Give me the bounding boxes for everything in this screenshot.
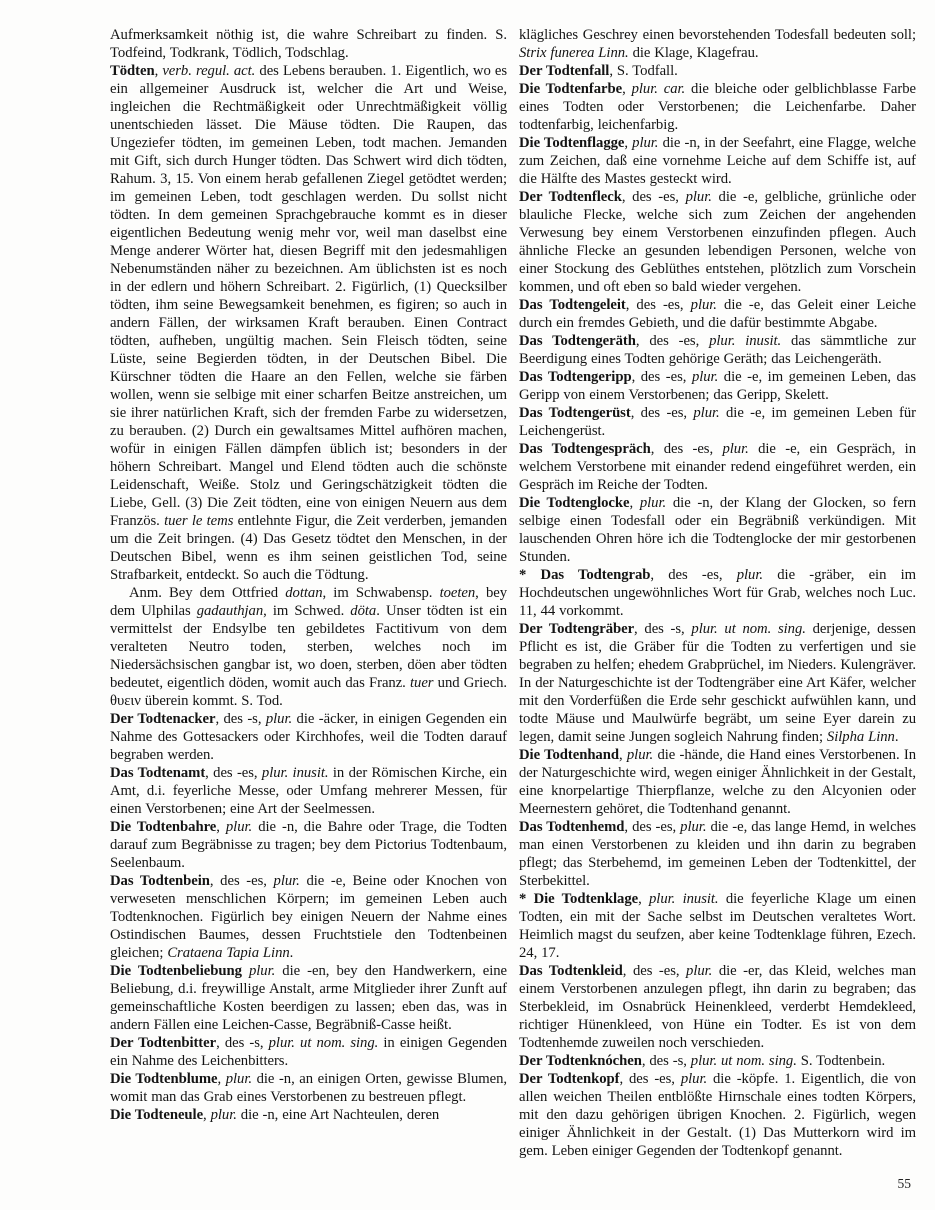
entry-toedten xyxy=(110,62,507,584)
entry-todtengeraeth xyxy=(519,332,916,368)
text-run: , xyxy=(624,135,633,151)
text-run: , des -es, xyxy=(625,297,691,313)
italic-term: plur. xyxy=(685,189,712,205)
italic-term: plur. inusit. xyxy=(709,333,782,349)
text-run: , xyxy=(618,747,627,763)
right-column xyxy=(519,26,916,1160)
italic-term: plur. xyxy=(265,711,293,727)
text-run: , des -es, xyxy=(631,369,692,385)
entry-todtenflagge xyxy=(519,134,916,188)
entry-todtenacker xyxy=(110,710,507,764)
italic-term: plur. xyxy=(690,297,717,313)
text-run: die -n, der Klang der Glocken, so fern selbige einen Todesfall oder ein Begräbniß verkündigen. Mit lauschenden Ohren höre ich die Todtenglocke der mir gestorbenen Stunden. xyxy=(519,495,916,565)
entry-todtenhand xyxy=(519,746,916,818)
entry-todtenkopf xyxy=(519,1070,916,1160)
italic-term: plur. xyxy=(691,369,719,385)
text-run: , des -s, xyxy=(641,1053,691,1069)
headword: Das Todtenbein xyxy=(110,873,210,889)
text-run: , des -es, xyxy=(630,405,694,421)
italic-term: döta xyxy=(350,603,377,619)
text-run: . xyxy=(289,945,294,961)
text-run: entlehnte Figur, die Zeit verderben, jemanden um die Zeit bringen. (4) Das Gesetz tödtet den Menschen, in der Deutschen Bibel, wenn es ihm seinen geistlichen Tod, seine Strafbarkeit, entdeckt. So auch die Tödtung. xyxy=(110,513,507,583)
italic-term: verb. regul. act. xyxy=(162,63,256,79)
italic-term: plur. car. xyxy=(631,81,686,97)
entry-todtenfleck xyxy=(519,188,916,296)
italic-term: plur. xyxy=(639,495,667,511)
text-run: , des -es, xyxy=(622,963,687,979)
continuation-todteneule xyxy=(519,26,916,62)
text-run: die feyerliche Klage um einen Todten, ein mit der Sache selbst im Deutschen veraltetes Wort. Heimlich magst du seufzen, aber keine Todtenklage führen, Ezech. 24, 17. xyxy=(519,891,917,961)
headword: Die Todtenglocke xyxy=(519,495,630,511)
headword: Die Todtenbeliebung xyxy=(110,963,242,979)
entry-todtenknochen xyxy=(519,1052,916,1070)
text-run: klägliches Geschrey einen bevorstehenden Todesfall bedeuten soll; xyxy=(519,27,916,43)
text-run: die -e, im gemeinen Leben für Leichengerüst. xyxy=(519,405,916,439)
headword: Der Todtengräber xyxy=(519,621,635,637)
anmerkung-toedten xyxy=(110,584,507,710)
text-run: die -köpfe. 1. Eigentlich, die von allen weichen Theilen entblößte Hirnschale eines todten Körpers, mit den dazu gehörigen übrigen Knochen. 2. Figürlich, wegen einiger Ähnlichkeit in der Gestalt. (1) Das Mutterkorn wird im gem. Leben einiger Gegenden der Todtenkopf genannt. xyxy=(519,1071,917,1159)
italic-term: plur. xyxy=(722,441,749,457)
italic-term: plur. xyxy=(248,963,276,979)
entry-todtenkleid xyxy=(519,962,916,1052)
text-run: die -n, die Bahre oder Trage, die Todten darauf zum Begräbnisse zu tragen; bey dem Pictorius Todtenbaum, Seelenbaum. xyxy=(110,819,507,871)
text-run: , bey dem Ulphilas xyxy=(110,585,507,619)
text-run: die -e, das lange Hemd, in welches man einen Verstorbenen zu kleiden und ihn darin zu begraben pflegt; das Sterbehemd, im gemeinen Leben der Todtenkittel, der Sterbekittel. xyxy=(519,819,916,889)
entry-todtenklage xyxy=(519,890,916,962)
italic-term: Strix funerea Linn. xyxy=(519,45,629,61)
text-run: Anm. Bey dem Ottfried xyxy=(129,585,286,601)
text-run: , xyxy=(203,1107,211,1123)
text-run: die -gräber, ein im Hochdeutschen ungewöhnliches Wort für Grab, welches noch Luc. 11, 44 vorkommt. xyxy=(519,567,916,619)
italic-term: plur. xyxy=(210,1107,237,1123)
entry-todtenamt xyxy=(110,764,507,818)
headword: Der Todtenkopf xyxy=(519,1071,620,1087)
headword: Die Todteneule xyxy=(110,1107,204,1123)
headword: Der Todtenbitter xyxy=(110,1035,217,1051)
headword: Das Todtenamt xyxy=(110,765,206,781)
entry-todtengraeber xyxy=(519,620,916,746)
italic-term: tuer xyxy=(410,675,434,691)
text-run: die Klage, Klagefrau. xyxy=(628,45,759,61)
headword: Die Todtenfarbe xyxy=(519,81,623,97)
page-number: 55 xyxy=(897,1176,911,1191)
headword: * Das Todtengrab xyxy=(519,567,651,583)
italic-term: plur. inusit. xyxy=(261,765,329,781)
text-run: , xyxy=(154,63,163,79)
text-run xyxy=(242,963,249,979)
text-run: , xyxy=(216,819,226,835)
text-run: derjenige, dessen Pflicht es ist, die Gräber für die Todten zu verfertigen und sie begraben zu helfen; ehedem Grabprüchel, im Nieders. Kulengräver. In der Naturgeschichte ist der Todtengräber eine Art Käfer, welcher mit den Vorderfüßen die Erde sehr geschickt aufwühlen kann, und todte Mäuse und Maulwürfe begräbt, um seine Eyer darein zu legen, damit seine Jungen sogleich Nahrung finden; xyxy=(519,621,916,745)
text-run: Aufmerksamkeit nöthig ist, die wahre Schreibart zu finden. S. Todfeind, Todkrank, Tödlich, Todschlag. xyxy=(110,27,507,61)
headword: Tödten xyxy=(110,63,155,79)
text-run: die -hände, die Hand eines Verstorbenen. In der Naturgeschichte wird, wegen einiger Ähnlichkeit in der Gestalt, eine knorpelartige Thierpflanze, welche zu den Alcyonien oder Meernestern gehöret, die Todtenhand genannt. xyxy=(519,747,916,817)
text-run: die bleiche oder gelblichblasse Farbe eines Todten oder Verstorbenen; die Leichenfarbe. Daher todtenfarbig, leichenfarbig. xyxy=(519,81,916,133)
headword: Die Todtenbahre xyxy=(110,819,217,835)
text-run: die -äcker, in einigen Gegenden ein Nahme des Gottesackers oder Kirchhofes, weil die Todten darauf begraben werden. xyxy=(110,711,507,763)
text-run: die -e, Beine oder Knochen von verweseten menschlichen Körpern; im gemeinen Leben auch Todtenknochen. Figürlich bey einigen Neuern der Nahme eines Ostindischen Baumes, dessen Fruchtstiele den Todtenbeinen gleichen; xyxy=(110,873,507,961)
italic-term: plur. inusit. xyxy=(649,891,719,907)
text-run: , des -es, xyxy=(621,189,686,205)
text-run: , xyxy=(622,81,632,97)
text-run: S. Todtenbein. xyxy=(796,1053,886,1069)
text-run: die -en, bey den Handwerkern, eine Beliebung, d.i. freywillige Anstalt, arme Mitglieder ihrer Zunft auf gemeinschaftliche Kosten beerdigen zu lassen; eben das, was in andern Fällen eine Leichen-Casse, Begräbniß-Casse heißt. xyxy=(110,963,508,1033)
text-run: die -er, das Kleid, welches man einem Verstorbenen anzulegen pflegt, ihn darin zu begraben; das Sterbekleid, im Osnabrück Heinenkleed, verderbt Hemdekleed, richtiger Hünenkleed, von Hüne ein Todter. Es ist von dem Todtenhemde zuweilen noch verschieden. xyxy=(519,963,916,1051)
text-run: die -n, eine Art Nachteulen, deren xyxy=(236,1107,440,1123)
italic-term: dottan xyxy=(285,585,323,601)
text-run: die -n, in der Seefahrt, eine Flagge, welche zum Zeichen, daß eine vornehme Leiche auf dem Schiffe ist, auf die Hälfte des Mastes gesteckt wird. xyxy=(519,135,916,187)
italic-term: plur. ut nom. sing. xyxy=(691,621,806,637)
headword: Der Todtenfall xyxy=(519,63,610,79)
headword: Das Todtengeräth xyxy=(519,333,636,349)
text-run: in der Römischen Kirche, ein Amt, d.i. feyerliche Messe, oder Umfang mehrerer Messen, für einen Verstorbenen; eine Art der Seelmessen. xyxy=(110,765,507,817)
entry-todtengeripp xyxy=(519,368,916,404)
entry-todtengrab xyxy=(519,566,916,620)
italic-term: gadauthjan xyxy=(196,603,264,619)
entry-todtenbitter xyxy=(110,1034,507,1070)
headword: Die Todtenhand xyxy=(519,747,619,763)
headword: Der Todtenacker xyxy=(110,711,216,727)
text-run: , xyxy=(638,891,650,907)
text-run: des Lebens berauben. 1. Eigentlich, wo es ein allgemeiner Ausdruck ist, welcher die Art und Weise, ingleichen die Rechtmäßigkeit oder Unrechtmäßigkeit völlig unentschieden lässet. Die Mäuse tödten. Die Raupen, das Ungeziefer tödten, im gemeinen Leben, todt machen. Jemanden mit Gift, sich durch Hunger tödten. Das Schwert wird dich tödten, Rahum. 3, 15. Von einem herab gefallenen Ziegel getödtet werden; im gemeinen Leben, todt geschlagen werden. Du sollst nicht tödten. In dem gemeinen Sprachgebrauche kommt es in dieser eigentlichen Bedeutung wenig mehr vor, weil man daselbst eine Menge anderer Wörter hat, diesen Begriff mit den jedesmahligen Nebenumständen näher zu bezeichnen. Am üblichsten ist es noch in der edlern und höhern Schreibart. 2. Figürlich, (1) Quecksilber tödten, ihm seine Bewegsamkeit benehmen, es figiren; so auch in andern Fällen, der wirksamen Kraft berauben. Einen Contract tödten, aufheben, ungültig machen. Sein Fleisch tödten, seine Lüste, seine Begierden tödten, in der Deutschen Bibel. Die Kürschner tödten die Haare an den Fellen, welche sie färben wollen, wenn sie selbige mit einer scharfen Beitze anstreichen, um sie ihrer natürlichen Kraft, sich der fremden Farbe zu widersetzen, zu berauben. (2) Durch ein gewaltsames Mittel aufhören machen, wofür in einigen Fällen dämpfen üblich ist; besonders in der höhern Schreibart. Mangel und Elend tödten auch die schönste Leidenschaft, Weiße. Stolz und Geringschätzigkeit tödten die Liebe, Gell. (3) Die Zeit tödten, eine von einigen Neuern aus dem Französ. xyxy=(110,63,508,529)
italic-term: Crataena Tapia Linn xyxy=(167,945,290,961)
text-run: . xyxy=(894,729,899,745)
text-run: , des -es, xyxy=(209,873,274,889)
headword: Das Todtenkleid xyxy=(519,963,623,979)
text-run: , des -es, xyxy=(635,333,710,349)
italic-term: plur. xyxy=(736,567,764,583)
headword: Die Todtenblume xyxy=(110,1071,218,1087)
italic-term: toeten xyxy=(439,585,476,601)
text-run: , des -es, xyxy=(619,1071,681,1087)
text-run: , des -es, xyxy=(650,567,737,583)
text-run: , xyxy=(629,495,640,511)
entry-todtenbein xyxy=(110,872,507,962)
text-run: die -e, gelbliche, grünliche oder blauliche Flecke, welche sich zum Zeichen der angehenden Verwesung bey einem Verstorbenen einzufinden pflegen. Auch ähnliche Flecke an gesunden lebendigen Personen, welche von einer Stockung des Geblüthes entstehen, plötzlich zum Vorschein kommen, und oft eben so bald wieder vergehen. xyxy=(519,189,916,295)
italic-term: plur. xyxy=(273,873,300,889)
text-run: , des -s, xyxy=(634,621,692,637)
text-run: , im Schwed. xyxy=(263,603,351,619)
continuation-from-previous-page xyxy=(110,26,507,62)
entry-todtenbahre xyxy=(110,818,507,872)
text-run: , xyxy=(217,1071,226,1087)
text-run: , des -es, xyxy=(205,765,262,781)
headword: Das Todtengeleit xyxy=(519,297,626,313)
headword: Das Todtenhemd xyxy=(519,819,625,835)
italic-term: plur. xyxy=(686,963,713,979)
italic-term: plur. xyxy=(626,747,654,763)
text-run: , des -s, xyxy=(215,711,266,727)
text-run: die -n, an einigen Orten, gewisse Blumen, womit man das Grab eines Verstorbenen zu bestreuen pflegt. xyxy=(110,1071,508,1105)
text-run: das sämmtliche zur Beerdigung eines Todten gehörige Geräth; das Leichengeräth. xyxy=(519,333,916,367)
headword: Die Todtenflagge xyxy=(519,135,625,151)
headword: Das Todtengeripp xyxy=(519,369,632,385)
entry-todtenblume xyxy=(110,1070,507,1106)
text-run: und Griech. θυειν überein kommt. S. Tod. xyxy=(110,675,508,709)
italic-term: plur. xyxy=(693,405,720,421)
entry-todtengeleit xyxy=(519,296,916,332)
headword: Der Todtenknóchen xyxy=(519,1053,642,1069)
headword: Das Todtengespräch xyxy=(519,441,651,457)
italic-term: Silpha Linn xyxy=(826,729,895,745)
text-run: , im Schwabensp. xyxy=(322,585,440,601)
italic-term: tuer le tems xyxy=(164,513,234,529)
left-column xyxy=(110,26,507,1160)
text-run: die -e, ein Gespräch, in welchem Verstorbene mit einander redend eingeführet werden, ein Gespräch im Reiche der Todten. xyxy=(519,441,917,493)
italic-term: plur. xyxy=(632,135,659,151)
italic-term: plur. ut nom. sing. xyxy=(690,1053,797,1069)
text-run: , des -s, xyxy=(216,1035,269,1051)
entry-todtenhemd xyxy=(519,818,916,890)
text-run: , des -es, xyxy=(650,441,723,457)
headword: Das Todtengerüst xyxy=(519,405,631,421)
text-run: die -e, das Geleit einer Leiche durch ein fremdes Gebieth, und die dafür bestimmte Abgabe. xyxy=(519,297,916,331)
text-run: die -e, im gemeinen Leben, das Geripp von einem Verstorbenen; das Geripp, Skelett. xyxy=(519,369,916,403)
text-run: , des -es, xyxy=(624,819,681,835)
entry-todtengeruest xyxy=(519,404,916,440)
italic-term: plur. ut nom. sing. xyxy=(268,1035,379,1051)
italic-term: plur. xyxy=(225,819,253,835)
entry-todtenglocke xyxy=(519,494,916,566)
italic-term: plur. xyxy=(680,1071,708,1087)
headword: * Die Todtenklage xyxy=(519,891,639,907)
italic-term: plur. xyxy=(225,1071,253,1087)
text-run: . Unser tödten ist ein vermittelst der Endsylbe ten gebildetes Factitivum von dem veralteten Neutro toden, sterben, welches noch im Niedersächsischen gangbar ist, wo doen, sterben, döen aber tödten bedeutet, eigentlich döden, womit auch das Franz. xyxy=(110,603,507,691)
text-run: , S. Todfall. xyxy=(609,63,678,79)
headword: Der Todtenfleck xyxy=(519,189,622,205)
entry-todtengespraech xyxy=(519,440,916,494)
entry-todtenbeliebung xyxy=(110,962,507,1034)
entry-todteneule xyxy=(110,1106,507,1124)
entry-todtenfarbe xyxy=(519,80,916,134)
entry-todtenfall xyxy=(519,62,916,80)
two-column-text-block xyxy=(110,26,916,1160)
text-run: in einigen Gegenden ein Nahme des Leichenbitters. xyxy=(110,1035,507,1069)
italic-term: plur. xyxy=(680,819,707,835)
